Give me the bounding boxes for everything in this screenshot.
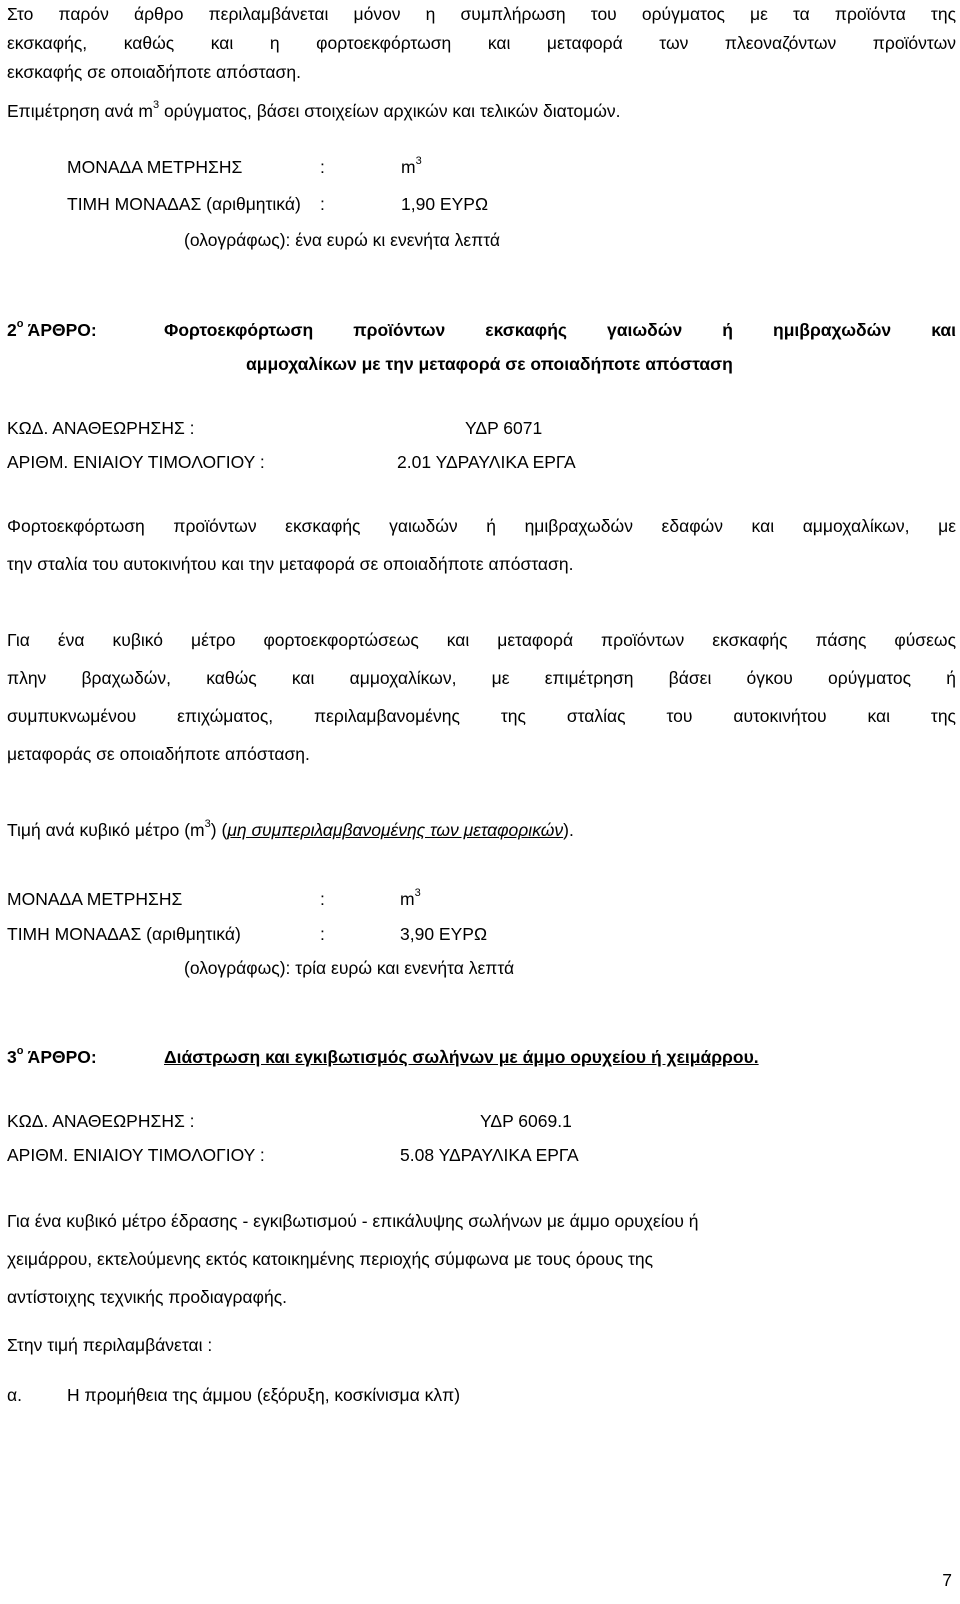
- price-label-2: ΤΙΜΗ ΜΟΝΑΔΑΣ (αριθμητικά): [7, 924, 241, 944]
- article-3-body-line-2: χειμάρρου, εκτελούμενης εκτός κατοικημένης περιοχής σύμφωνα με τους όρους της: [7, 1249, 654, 1269]
- article-3-number: $3^o$ ΆΡΘΡΟ:: [7, 1045, 97, 1067]
- includes-heading: Στην τιμή περιλαμβάνεται :: [7, 1335, 213, 1355]
- price-list-index-value-3: 5.08 ΥΔΡΑΥΛΙΚΑ ΕΡΓΑ: [400, 1145, 579, 1165]
- revision-code-value-3: ΥΔΡ 6069.1: [480, 1111, 572, 1131]
- price-value-2: 3,90 ΕΥΡΩ: [400, 924, 488, 944]
- unit-label-2: ΜΟΝΑΔΑ ΜΕΤΡΗΣΗΣ: [7, 889, 183, 909]
- unit-colon: :: [320, 157, 325, 177]
- unit-colon-2: :: [320, 889, 325, 909]
- price-label: ΤΙΜΗ ΜΟΝΑΔΑΣ (αριθμητικά): [67, 194, 301, 214]
- article-2-body-line-3: συμπυκνωμένου επιχώματος, περιλαμβανομένης της σταλίας του αυτοκινήτου και της: [7, 706, 956, 726]
- article-2-body-line-4: μεταφοράς σε οποιαδήποτε απόσταση.: [7, 744, 310, 764]
- price-list-index-value: 2.01 ΥΔΡΑΥΛΙΚΑ ΕΡΓΑ: [397, 452, 576, 472]
- revision-code-value: ΥΔΡ 6071: [465, 418, 543, 438]
- article-3-title: Διάστρωση και εγκιβωτισμός σωλήνων με άμμο ορυχείου ή χειμάρρου.: [164, 1047, 759, 1067]
- price-in-words: (ολογράφως): ένα ευρώ κι ενενήτα λεπτά: [184, 230, 501, 250]
- article-2-number: $2^o$ ΆΡΘΡΟ:: [7, 318, 97, 340]
- article-2-title-line-1: Φορτοεκφόρτωση προϊόντων εκσκαφής γαιωδών ή ημιβραχωδών και: [164, 320, 956, 340]
- article-3-body-line-1: Για ένα κυβικό μέτρο έδρασης - εγκιβωτισμού - επικάλυψης σωλήνων με άμμο ορυχείου ή: [7, 1211, 699, 1231]
- price-value: 1,90 ΕΥΡΩ: [401, 194, 489, 214]
- unit-value: $m^3$: [401, 155, 422, 177]
- list-item-text: Η προμήθεια της άμμου (εξόρυξη, κοσκίνισμα κλπ): [67, 1385, 461, 1405]
- article-2-description-line-2: την σταλία του αυτοκινήτου και την μεταφορά σε οποιαδήποτε απόσταση.: [7, 554, 574, 574]
- unit-label: ΜΟΝΑΔΑ ΜΕΤΡΗΣΗΣ: [67, 157, 243, 177]
- revision-code-label: ΚΩΔ. ΑΝΑΘΕΩΡΗΣΗΣ :: [7, 418, 195, 438]
- unit-value-2: $m^3$: [400, 887, 421, 909]
- intro-line-2: εκσκαφής, καθώς και η φορτοεκφόρτωση και μεταφορά των πλεοναζόντων προϊόντων: [7, 33, 956, 53]
- price-colon-2: :: [320, 924, 325, 944]
- article-2-description-line-1: Φορτοεκφόρτωση προϊόντων εκσκαφής γαιωδών ή ημιβραχωδών εδαφών και αμμοχαλίκων, με: [7, 516, 956, 536]
- article-2-body-line-2: πλην βραχωδών, καθώς και αμμοχαλίκων, με επιμέτρηση βάσει όγκου ορύγματος ή: [7, 668, 956, 688]
- article-2-price-note: Τιμή ανά κυβικό μέτρο $(m^3)$ (μη συμπεριλαμβανομένης των μεταφορικών).: [7, 818, 574, 840]
- intro-line-3: εκσκαφής σε οποιαδήποτε απόσταση.: [7, 62, 301, 82]
- page-number: 7: [942, 1570, 952, 1590]
- intro-line-1: Στο παρόν άρθρο περιλαμβάνεται μόνον η συμπλήρωση του ορύγματος με τα προϊόντα της: [7, 4, 956, 24]
- price-list-index-label-3: ΑΡΙΘΜ. ΕΝΙΑΙΟΥ ΤΙΜΟΛΟΓΙΟΥ :: [7, 1145, 265, 1165]
- price-in-words-2: (ολογράφως): τρία ευρώ και ενενήτα λεπτά: [184, 958, 515, 978]
- price-list-index-label: ΑΡΙΘΜ. ΕΝΙΑΙΟΥ ΤΙΜΟΛΟΓΙΟΥ :: [7, 452, 265, 472]
- article-2-body-line-1: Για ένα κυβικό μέτρο φορτοεκφορτώσεως και μεταφορά προϊόντων εκσκαφής πάσης φύσεως: [7, 630, 956, 650]
- article-3-body-line-3: αντίστοιχης τεχνικής προδιαγραφής.: [7, 1287, 287, 1307]
- list-item-marker: α.: [7, 1385, 22, 1405]
- article-2-title-line-2: αμμοχαλίκων με την μεταφορά σε οποιαδήποτε απόσταση: [246, 354, 733, 374]
- revision-code-label-3: ΚΩΔ. ΑΝΑΘΕΩΡΗΣΗΣ :: [7, 1111, 195, 1131]
- measurement-note: Επιμέτρηση ανά $m^3$ ορύγματος, βάσει στοιχείων αρχικών και τελικών διατομών.: [7, 99, 621, 121]
- price-colon: :: [320, 194, 325, 214]
